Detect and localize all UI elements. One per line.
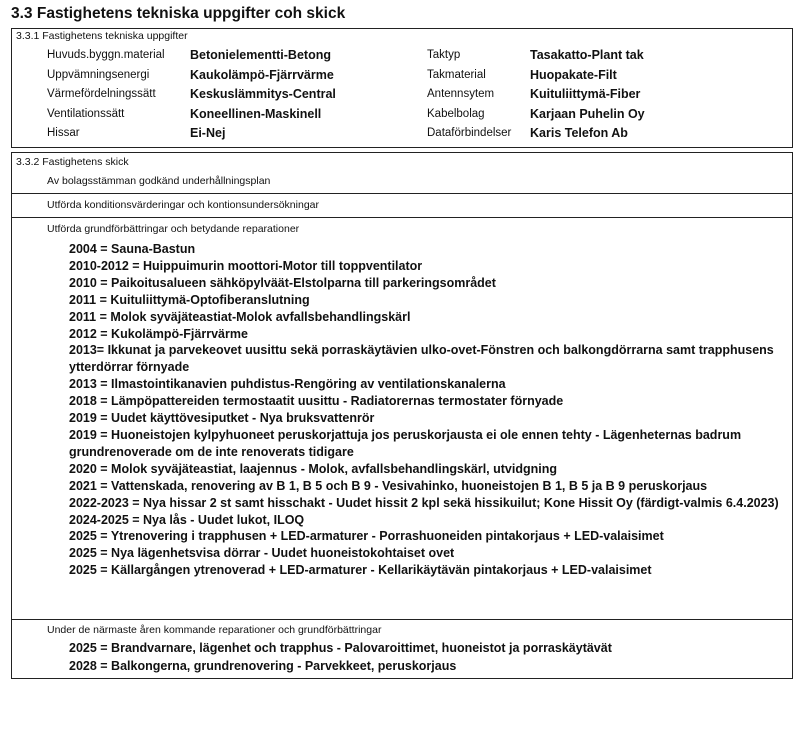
technical-row <box>12 86 792 105</box>
future-repair-item: 2028 = Balkongerna, grundrenovering - Parvekkeet, peruskorjaus <box>69 658 457 673</box>
repair-item: 2013= Ikkunat ja parvekeovet uusittu sekä porraskäytävien ulko-ovet-Fönstren och balkongdörrarna samt trapphusens ytterdörrar förnyade <box>69 343 774 375</box>
left-label: Hissar <box>47 127 80 139</box>
right-label: Kabelbolag <box>427 107 485 120</box>
left-label: Värmefördelningssätt <box>47 88 156 100</box>
repair-item: 2025 = Ytrenovering i trapphusen + LED-armaturer - Porrashuoneiden pintakorjaus + LED-valaisimet <box>69 529 664 544</box>
maintenance-plan-label: Av bolagsstämman godkänd underhållningsplan <box>47 175 271 187</box>
repair-item: 2019 = Uudet käyttövesiputket - Nya bruksvattenrör <box>69 411 375 426</box>
repair-item: 2011 = Kuituliittymä-Optofiberanslutning <box>69 292 310 307</box>
divider <box>12 217 792 218</box>
left-value: Betonielementti-Betong <box>190 48 331 62</box>
right-value: Karis Telefon Ab <box>530 126 628 140</box>
left-value: Ei-Nej <box>190 126 226 140</box>
divider <box>12 619 792 620</box>
repair-item: 2024-2025 = Nya lås - Uudet lukot, ILOQ <box>69 512 305 527</box>
repairs-header: Utförda grundförbättringar och betydande reparationer <box>47 223 300 235</box>
condition-header: 3.3.2 Fastighetens skick <box>16 156 129 168</box>
repair-item: 2021 = Vattenskada, renovering av B 1, B 5 och B 9 - Vesivahinko, huoneistojen B 1, B 5 ja B 9 peruskorjaus <box>69 478 708 493</box>
right-label: Taktyp <box>427 49 461 61</box>
repairs-list <box>69 241 779 579</box>
repair-item: 2010-2012 = Huippuimurin moottori-Motor till toppventilator <box>69 258 423 273</box>
technical-row <box>12 67 792 86</box>
right-label: Antennsytem <box>427 88 495 100</box>
right-label: Takmaterial <box>427 68 486 81</box>
assessments-label: Utförda konditionsvärderingar och kontionsundersökningar <box>47 199 319 211</box>
right-value: Tasakatto-Plant tak <box>530 48 644 62</box>
future-header: Under de närmaste åren kommande reparationer och grundförbättringar <box>47 624 382 636</box>
right-value: Huopakate-Filt <box>530 67 617 82</box>
repair-item: 2025 = Nya lägenhetsvisa dörrar - Uudet huoneistokohtaiset ovet <box>69 546 455 561</box>
future-repairs-list <box>69 640 779 675</box>
repair-item: 2025 = Källargången ytrenoverad + LED-armaturer - Kellarikäytävän pintakorjaus + LED-valaisimet <box>69 563 652 578</box>
left-label: Uppvämningsenergi <box>47 68 150 81</box>
section-title: 3.3 Fastighetens tekniska uppgifter coh skick <box>11 5 346 22</box>
condition-box <box>11 152 793 679</box>
technical-row <box>12 47 792 66</box>
divider <box>12 193 792 194</box>
right-value: Kuituliittymä-Fiber <box>530 87 641 101</box>
right-value: Karjaan Puhelin Oy <box>530 106 645 121</box>
technical-data-box <box>11 28 793 148</box>
repair-item: 2013 = Ilmastointikanavien puhdistus-Rengöring av ventilationskanalerna <box>69 377 506 392</box>
repair-item: 2022-2023 = Nya hissar 2 st samt hisschakt - Uudet hissit 2 kpl sekä hissikuilut; Kone Hissit Oy (färdigt-valmis 6.4.2023) <box>69 495 779 510</box>
future-repair-item: 2025 = Brandvarnare, lägenhet och trapphus - Palovaroittimet, huoneistot ja porraskäytävät <box>69 641 612 655</box>
left-value: Keskuslämmitys-Central <box>190 87 336 101</box>
technical-row <box>12 106 792 125</box>
repair-item: 2004 = Sauna-Bastun <box>69 242 196 256</box>
left-value: Koneellinen-Maskinell <box>190 106 322 121</box>
repair-item: 2020 = Molok syväjäteastiat, laajennus - Molok, avfallsbehandlingskärl, utvidgning <box>69 461 557 476</box>
repair-item: 2018 = Lämpöpattereiden termostaatit uusittu - Radiatorernas termostater förnyade <box>69 394 564 409</box>
technical-header: 3.3.1 Fastighetens tekniska uppgifter <box>16 30 188 42</box>
repair-item: 2011 = Molok syväjäteastiat-Molok avfallsbehandlingskärl <box>69 309 411 324</box>
repair-item: 2019 = Huoneistojen kylpyhuoneet peruskorjattuja jos peruskorjausta ei ole ennen tehty - Lägenheternas badrum grundrenoverade om de inte renoverats tidigare <box>69 427 742 459</box>
left-label: Ventilationssätt <box>47 107 125 120</box>
repair-item: 2012 = Kukolämpö-Fjärrvärme <box>69 326 248 341</box>
repair-item: 2010 = Paikoitusalueen sähköpylväät-Elstolparna till parkeringsområdet <box>69 275 496 290</box>
technical-row <box>12 125 792 144</box>
left-label: Huvuds.byggn.material <box>47 49 165 61</box>
left-value: Kaukolämpö-Fjärrvärme <box>190 67 334 82</box>
right-label: Dataförbindelser <box>427 127 512 139</box>
